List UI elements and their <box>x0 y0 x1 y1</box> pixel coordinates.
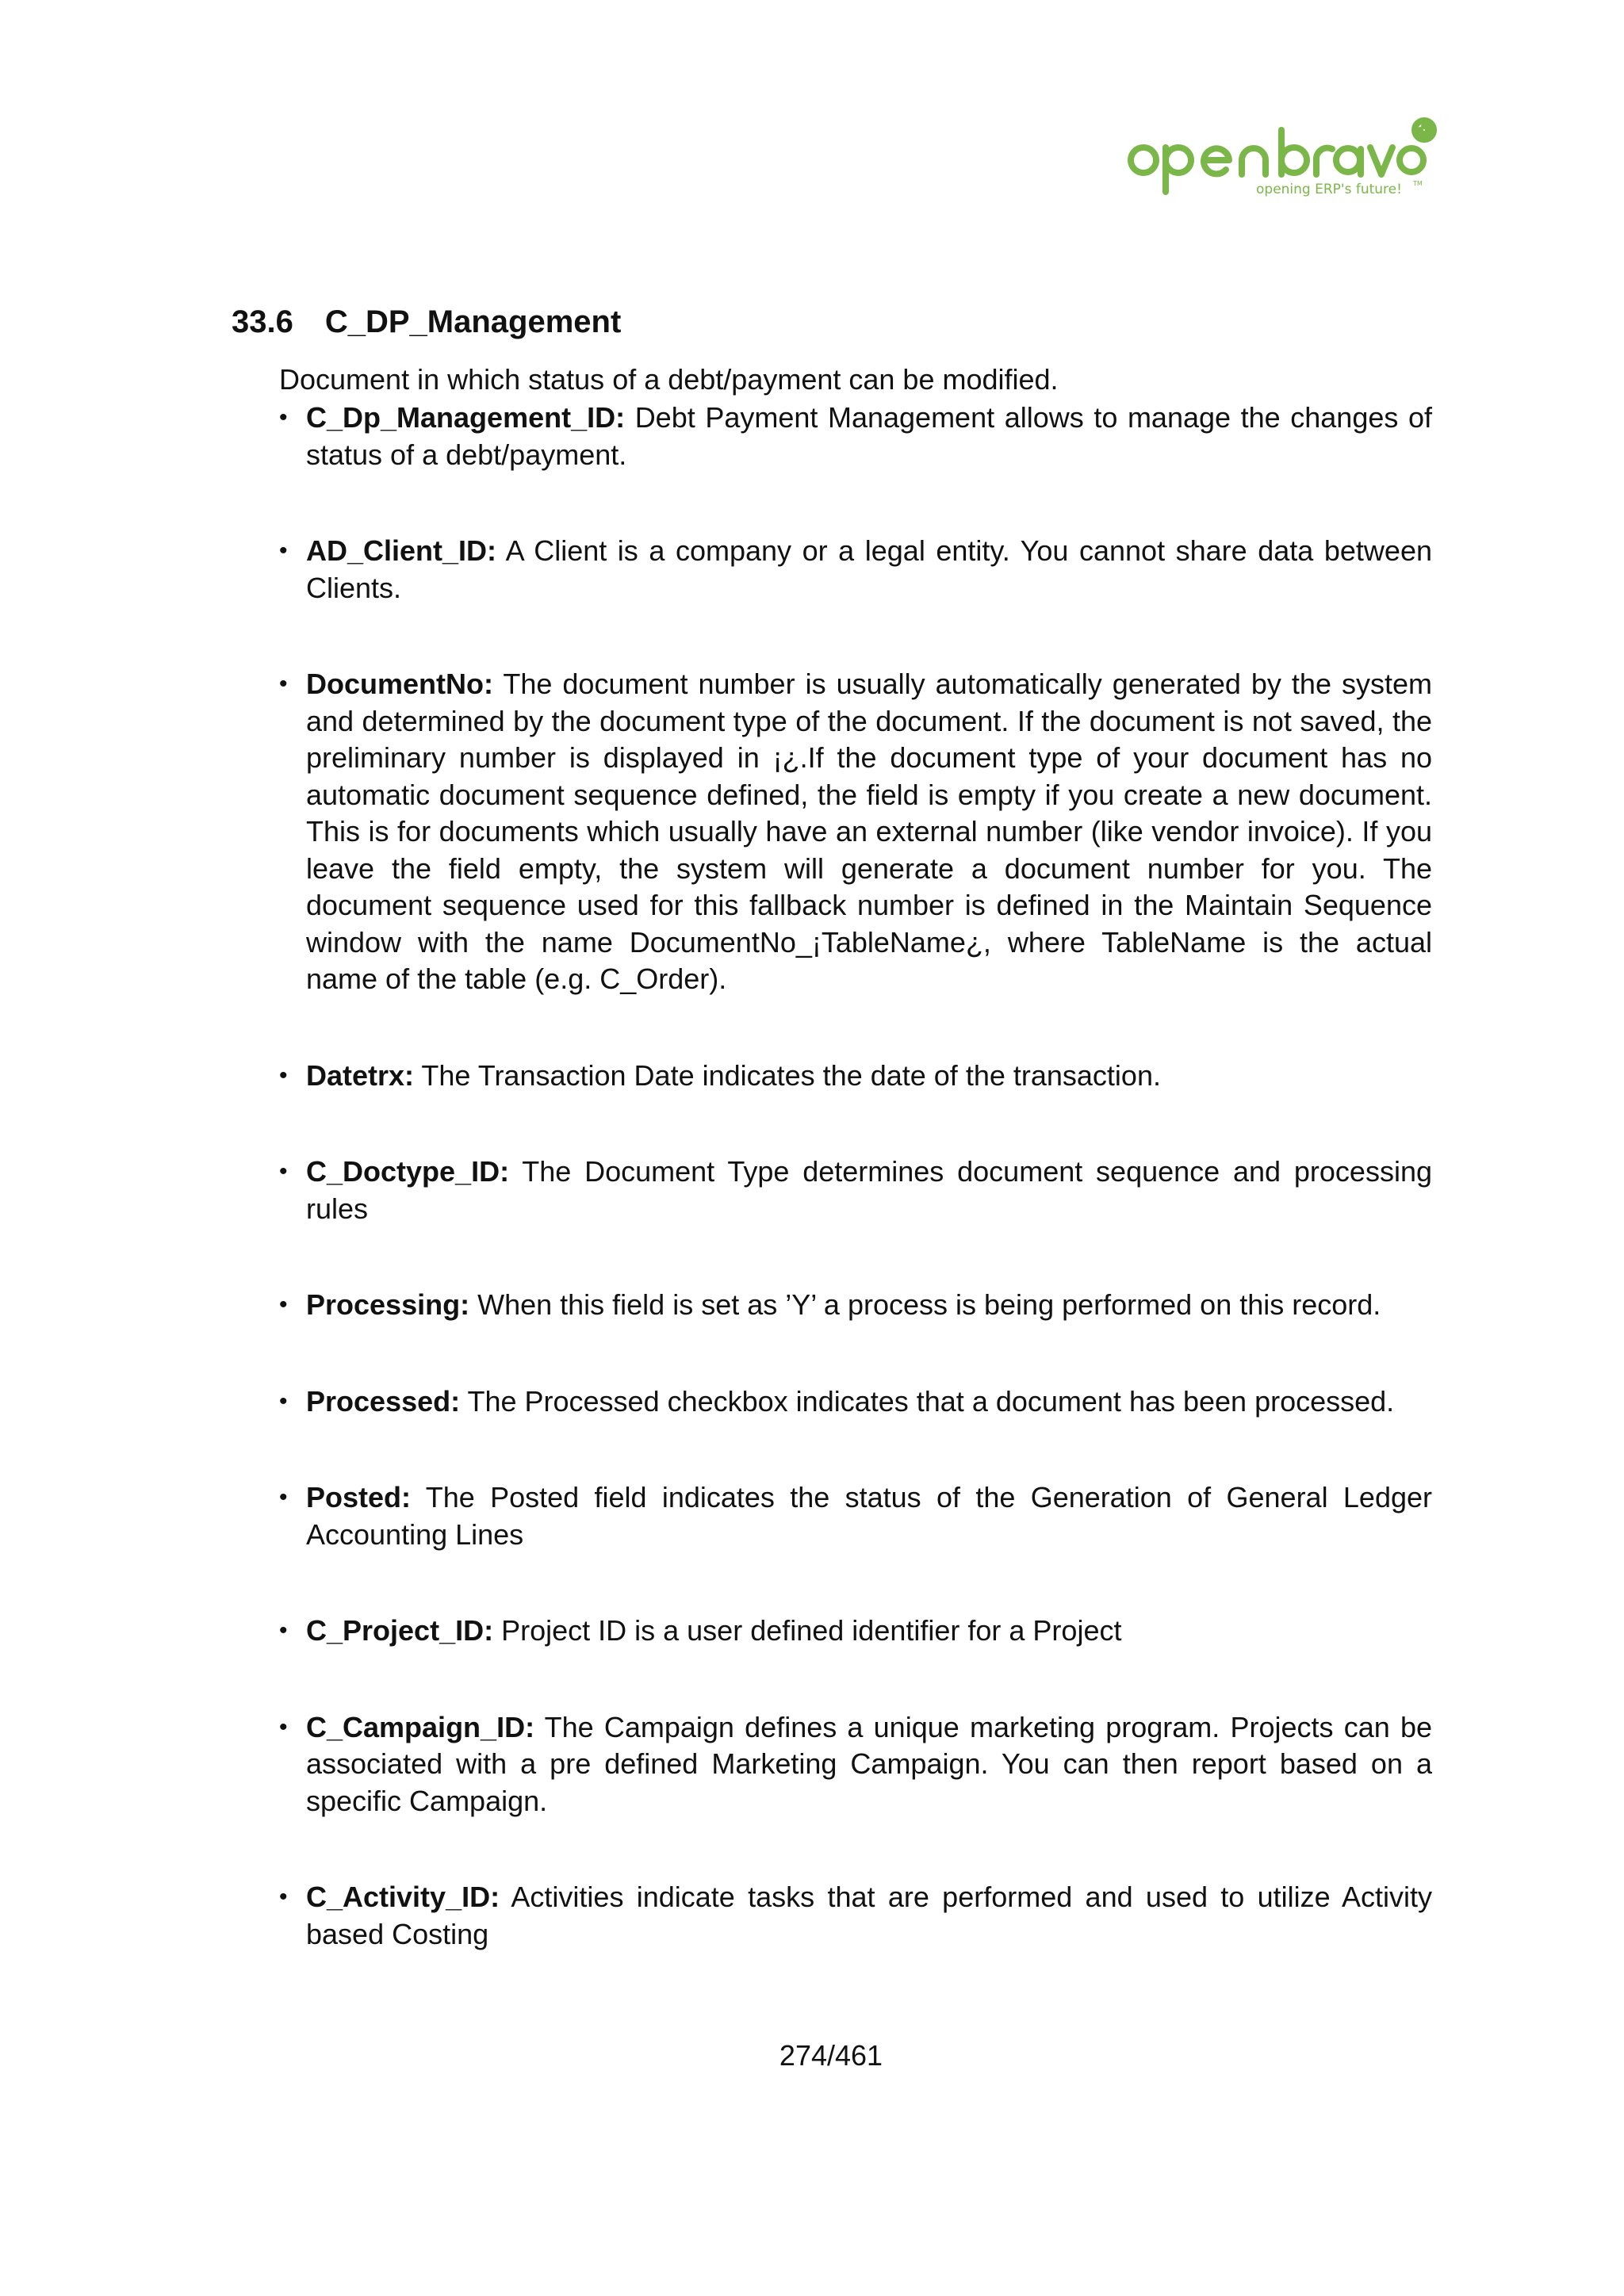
field-term: Processed: <box>306 1384 461 1418</box>
list-item <box>279 1613 1432 1650</box>
field-term: Datetrx: <box>306 1058 415 1092</box>
field-term: C_Project_ID: <box>306 1614 494 1647</box>
field-description: The Document Type determines document sequence and processing rules <box>306 1155 1432 1225</box>
field-term: Processing: <box>306 1288 470 1321</box>
field-description: Project ID is a user defined identifier for a Project <box>501 1614 1122 1647</box>
list-item <box>279 1479 1432 1553</box>
section-number: 33.6 <box>232 304 293 339</box>
field-description: The Transaction Date indicates the date of the transaction. <box>421 1058 1161 1092</box>
bullet-icon: • <box>279 538 288 564</box>
field-description: The Processed checkbox indicates that a document has been processed. <box>467 1384 1395 1418</box>
field-description: A Client is a company or a legal entity. You cannot share data between Clients. <box>306 534 1432 604</box>
field-description: When this field is set as ’Y’ a process is being performed on this record. <box>477 1288 1381 1321</box>
field-term: AD_Client_ID: <box>306 534 497 567</box>
bullet-icon: • <box>279 404 288 430</box>
list-item <box>279 533 1432 607</box>
section-intro: Document in which status of a debt/payment can be modified. <box>279 363 1059 396</box>
bullet-icon: • <box>279 1062 288 1089</box>
openbravo-logo <box>1120 114 1437 200</box>
field-description: Debt Payment Management allows to manage the changes of status of a debt/payment. <box>306 401 1432 471</box>
field-term: C_Activity_ID: <box>306 1881 500 1913</box>
field-description: The document number is usually automatically generated by the system and determined by the document type of the document. If the document is not saved, the preliminary number is displayed in ¡¿.If the document type of your document has no automatic document sequence defined, the field is empty if you create a new document. This is for documents which usually have an external number (like vendor invoice). If you leave the field empty, the system will generate a document number for you. The document sequence used for this fallback number is defined in the Maintain Sequence window with the name DocumentNo_¡TableName¿, where TableName is the actual name of the table (e.g. C_Order). <box>306 668 1432 995</box>
field-description: The Posted field indicates the status of the Generation of General Ledger Accounting Lines <box>306 1481 1432 1551</box>
field-description: Activities indicate tasks that are performed and used to utilize Activity based Costing <box>306 1881 1433 1950</box>
list-item <box>279 1058 1432 1095</box>
list-item <box>279 1154 1432 1227</box>
field-term: C_Doctype_ID: <box>306 1155 510 1188</box>
list-item <box>279 666 1432 998</box>
svg-text:TM: TM <box>1413 180 1423 187</box>
bullet-icon: • <box>279 1292 288 1318</box>
list-item <box>279 1383 1432 1421</box>
field-term: Posted: <box>306 1481 412 1513</box>
bullet-icon: • <box>279 1387 288 1414</box>
field-term: C_Dp_Management_ID: <box>306 401 626 434</box>
bullet-icon: • <box>279 1713 288 1740</box>
field-list <box>279 400 1432 1953</box>
field-term: DocumentNo: <box>306 668 493 700</box>
bullet-icon: • <box>279 1884 288 1910</box>
field-term: C_Campaign_ID: <box>306 1710 535 1743</box>
list-item <box>279 1709 1432 1820</box>
section-heading <box>232 300 621 344</box>
bullet-icon: • <box>279 1158 288 1184</box>
list-item <box>279 1287 1432 1324</box>
page-number: 274/461 <box>779 2039 883 2072</box>
bullet-icon: • <box>279 1617 288 1644</box>
bullet-icon: • <box>279 671 288 697</box>
list-item <box>279 400 1432 473</box>
section-title: C_DP_Management <box>324 304 622 339</box>
bullet-icon: • <box>279 1484 288 1510</box>
field-description: The Campaign defines a unique marketing program. Projects can be associated with a pre defined Marketing Campaign. You can then report based on a specific Campaign. <box>306 1710 1432 1817</box>
list-item <box>279 1879 1432 1953</box>
svg-text:opening ERP's future!: opening ERP's future! <box>1256 182 1402 197</box>
